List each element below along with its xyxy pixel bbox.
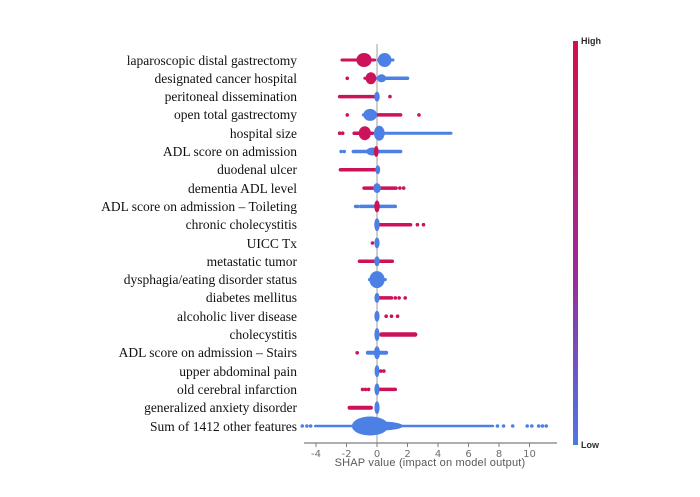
shap-violin (374, 146, 379, 157)
x-tick-label: 4 (434, 449, 442, 460)
shap-dot (525, 424, 529, 428)
x-tick-label: 6 (465, 449, 472, 460)
shap-violin (366, 72, 377, 84)
shap-dot (356, 205, 360, 209)
shap-violin (374, 92, 379, 102)
shap-dot (537, 424, 541, 428)
shap-dot (403, 296, 407, 300)
x-axis-title: SHAP value (impact on model output) (334, 457, 526, 469)
shap-violin (374, 218, 379, 231)
x-tick-label: 2 (404, 449, 411, 460)
shap-dot (388, 95, 392, 99)
feature-label: chronic cholecystitis (185, 217, 297, 233)
shap-dot (342, 150, 346, 154)
feature-label: diabetes mellitus (205, 290, 297, 306)
shap-violin (374, 328, 379, 341)
shap-violin (374, 256, 379, 266)
shap-violin (363, 109, 377, 121)
shap-violin (356, 53, 371, 67)
shap-dot (300, 424, 304, 428)
shap-dot (371, 241, 375, 245)
shap-violin (374, 346, 380, 359)
feature-label: generalized anxiety disorder (144, 400, 297, 416)
shap-dot (530, 424, 534, 428)
feature-label: Sum of 1412 other features (150, 418, 297, 434)
shap-dot (382, 369, 386, 373)
x-tick-label: -4 (311, 449, 321, 460)
shap-dot (305, 424, 309, 428)
x-tick-label: 0 (373, 449, 381, 460)
shap-violin (374, 401, 379, 414)
shap-dot (355, 351, 359, 355)
feature-label: cholecystitis (229, 327, 297, 342)
shap-violin (352, 417, 389, 436)
shap-dot (367, 388, 371, 392)
shap-violin (369, 271, 384, 288)
shap-dot (511, 424, 515, 428)
feature-label: upper abdominal pain (179, 363, 297, 379)
feature-label: ADL score on admission (162, 144, 297, 159)
shap-violin (359, 126, 371, 140)
shap-dot (496, 424, 500, 428)
shap-dot (345, 113, 349, 117)
shap-violin (374, 293, 379, 303)
shap-violin (375, 165, 380, 174)
shap-dot (345, 77, 349, 81)
shap-dot (384, 314, 388, 318)
shap-violin (374, 126, 385, 141)
shap-violin (378, 53, 392, 67)
colorbar-low-label: Low (581, 440, 599, 450)
x-tick-label: -2 (341, 449, 352, 460)
feature-label: alcoholic liver disease (177, 308, 297, 324)
shap-violin (373, 183, 381, 193)
shap-dot (416, 223, 420, 227)
shap-dot (390, 314, 394, 318)
feature-label: ADL score on admission – Toileting (101, 198, 297, 214)
shap-dot (502, 424, 506, 428)
shap-violin (374, 311, 379, 322)
shap-dot (422, 223, 426, 227)
x-tick-label: 8 (495, 449, 503, 460)
shap-violin (377, 74, 386, 82)
shap-dot (402, 186, 406, 190)
shap-dot (396, 314, 400, 318)
shap-violin (375, 365, 380, 377)
shap-dot (398, 186, 402, 190)
shap-dot (394, 296, 398, 300)
shap-violin (374, 238, 379, 249)
colorbar-high-label: High (581, 36, 601, 46)
shap-dot (541, 424, 545, 428)
feature-label: open total gastrectomy (174, 107, 297, 123)
shap-dot (417, 113, 421, 117)
feature-label: hospital size (229, 125, 297, 141)
feature-label: dementia ADL level (188, 180, 297, 196)
feature-label: designated cancer hospital (154, 70, 297, 86)
shap-dot (341, 131, 345, 135)
x-tick-label: 10 (523, 449, 536, 460)
feature-label: metastatic tumor (206, 253, 297, 269)
feature-label: peritoneal dissemination (164, 89, 297, 105)
feature-label: duodenal ulcer (217, 162, 297, 178)
shap-violin (374, 200, 379, 212)
feature-label: UICC Tx (246, 235, 297, 251)
feature-label: ADL score on admission – Stairs (118, 345, 297, 361)
shap-dot (309, 424, 313, 428)
shap-violin (374, 383, 379, 395)
feature-label: old cerebral infarction (177, 381, 297, 397)
colorbar-gradient (573, 41, 578, 445)
feature-label: laparoscopic distal gastrectomy (126, 52, 297, 68)
feature-label: dysphagia/eating disorder status (123, 272, 297, 288)
shap-dot (397, 296, 401, 300)
shap-dot (544, 424, 548, 428)
